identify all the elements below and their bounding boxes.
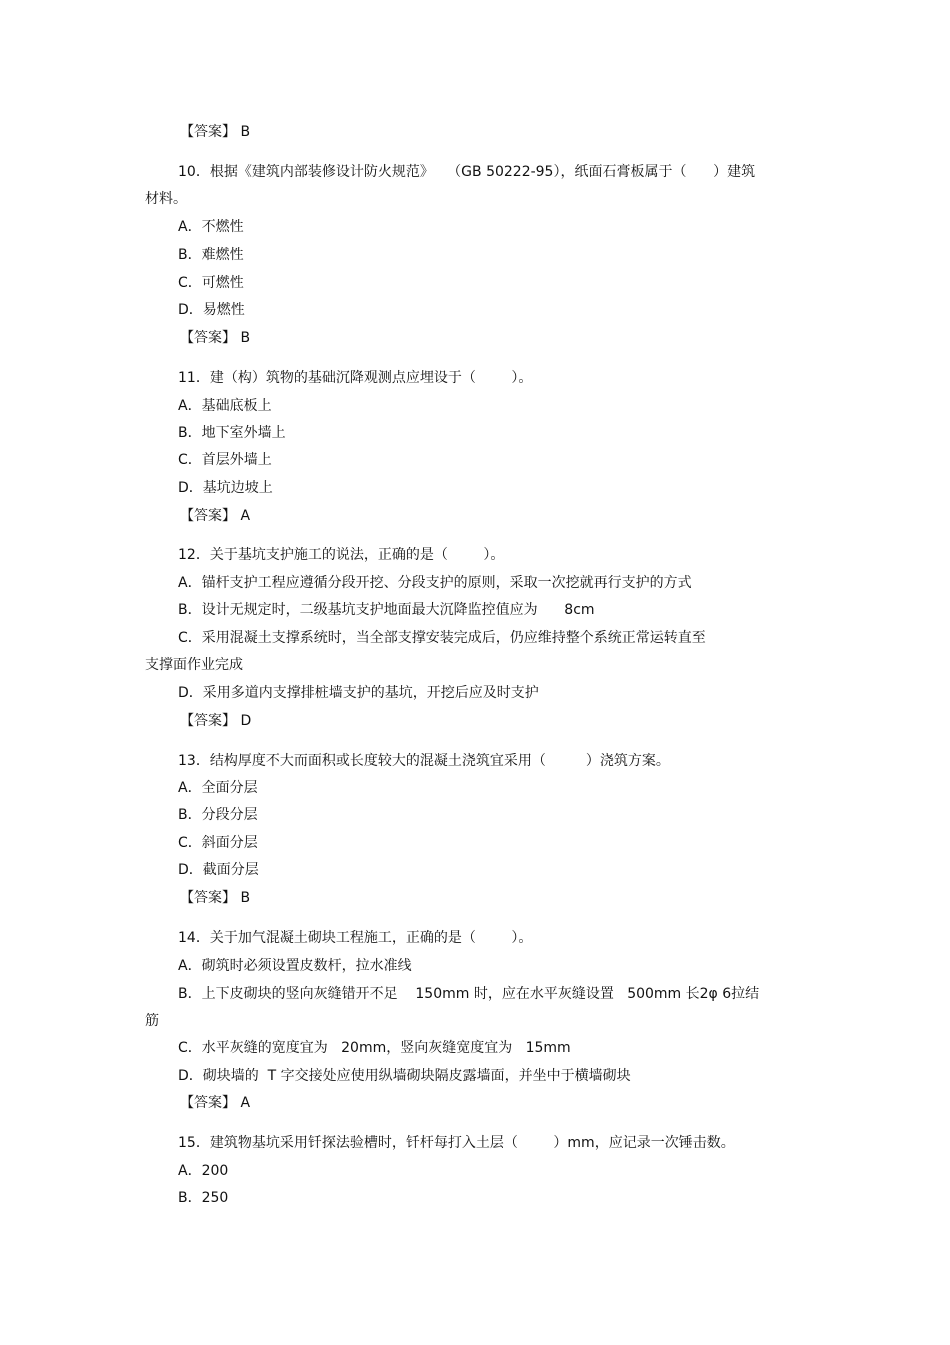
option-line: D．采用多道内支撑排桩墙支护的基坑，开挖后应及时支护 <box>178 685 539 701</box>
option-line: B．地下室外墙上 <box>178 425 286 441</box>
question-stem: 14．关于加气混凝土砌块工程施工，正确的是（ ）。 <box>178 930 533 946</box>
answer-line: 【答案】 B <box>180 890 251 906</box>
option-line: C．水平灰缝的宽度宜为 20mm，竖向灰缝宽度宜为 15mm <box>178 1040 571 1056</box>
option-line: A．锚杆支护工程应遵循分段开挖、分段支护的原则，采取一次挖就再行支护的方式 <box>178 575 692 591</box>
option-line: B．难燃性 <box>178 247 244 263</box>
option-line: A．不燃性 <box>178 219 244 235</box>
question-stem-continuation: 材料。 <box>145 191 187 207</box>
answer-line: 【答案】 A <box>180 508 251 524</box>
option-line: D．砌块墙的 T 字交接处应使用纵墙砌块隔皮露墙面，并坐中于横墙砌块 <box>178 1068 631 1084</box>
option-line: A．200 <box>178 1163 229 1179</box>
option-line: B．分段分层 <box>178 807 258 823</box>
option-line: C．可燃性 <box>178 275 244 291</box>
option-line: C．首层外墙上 <box>178 452 272 468</box>
option-line: B．设计无规定时，二级基坑支护地面最大沉降监控值应为 8cm <box>178 602 595 618</box>
answer-line: 【答案】 A <box>180 1095 251 1111</box>
option-line: C．采用混凝土支撑系统时，当全部支撑安装完成后，仍应维持整个系统正常运转直至 <box>178 630 706 646</box>
option-line-continuation: 支撑面作业完成 <box>145 657 243 673</box>
option-line: A．砌筑时必须设置皮数杆，拉水准线 <box>178 958 412 974</box>
option-line: C．斜面分层 <box>178 835 258 851</box>
question-stem: 12．关于基坑支护施工的说法，正确的是（ ）。 <box>178 547 505 563</box>
question-stem: 15．建筑物基坑采用钎探法验槽时，钎杆每打入土层（ ）mm，应记录一次锤击数。 <box>178 1135 735 1151</box>
option-line: D．基坑边坡上 <box>178 480 273 496</box>
option-line-continuation: 筋 <box>145 1013 159 1029</box>
option-line: B．250 <box>178 1190 229 1206</box>
answer-line: 【答案】 D <box>180 713 252 729</box>
option-line: A．基础底板上 <box>178 398 272 414</box>
question-stem: 13．结构厚度不大而面积或长度较大的混凝土浇筑宜采用（ ）浇筑方案。 <box>178 753 670 769</box>
answer-line: 【答案】 B <box>180 330 251 346</box>
option-line: D．截面分层 <box>178 862 259 878</box>
question-stem: 10．根据《建筑内部装修设计防火规范》 （GB 50222-95），纸面石膏板属于（ ）建筑 <box>178 164 756 180</box>
option-line: B．上下皮砌块的竖向灰缝错开不足 150mm 时，应在水平灰缝设置 500mm 长2φ 6拉结 <box>178 986 760 1002</box>
answer-line: 【答案】 B <box>180 124 251 140</box>
question-stem: 11．建（构）筑物的基础沉降观测点应埋设于（ ）。 <box>178 370 533 386</box>
option-line: D．易燃性 <box>178 302 245 318</box>
option-line: A．全面分层 <box>178 780 258 796</box>
